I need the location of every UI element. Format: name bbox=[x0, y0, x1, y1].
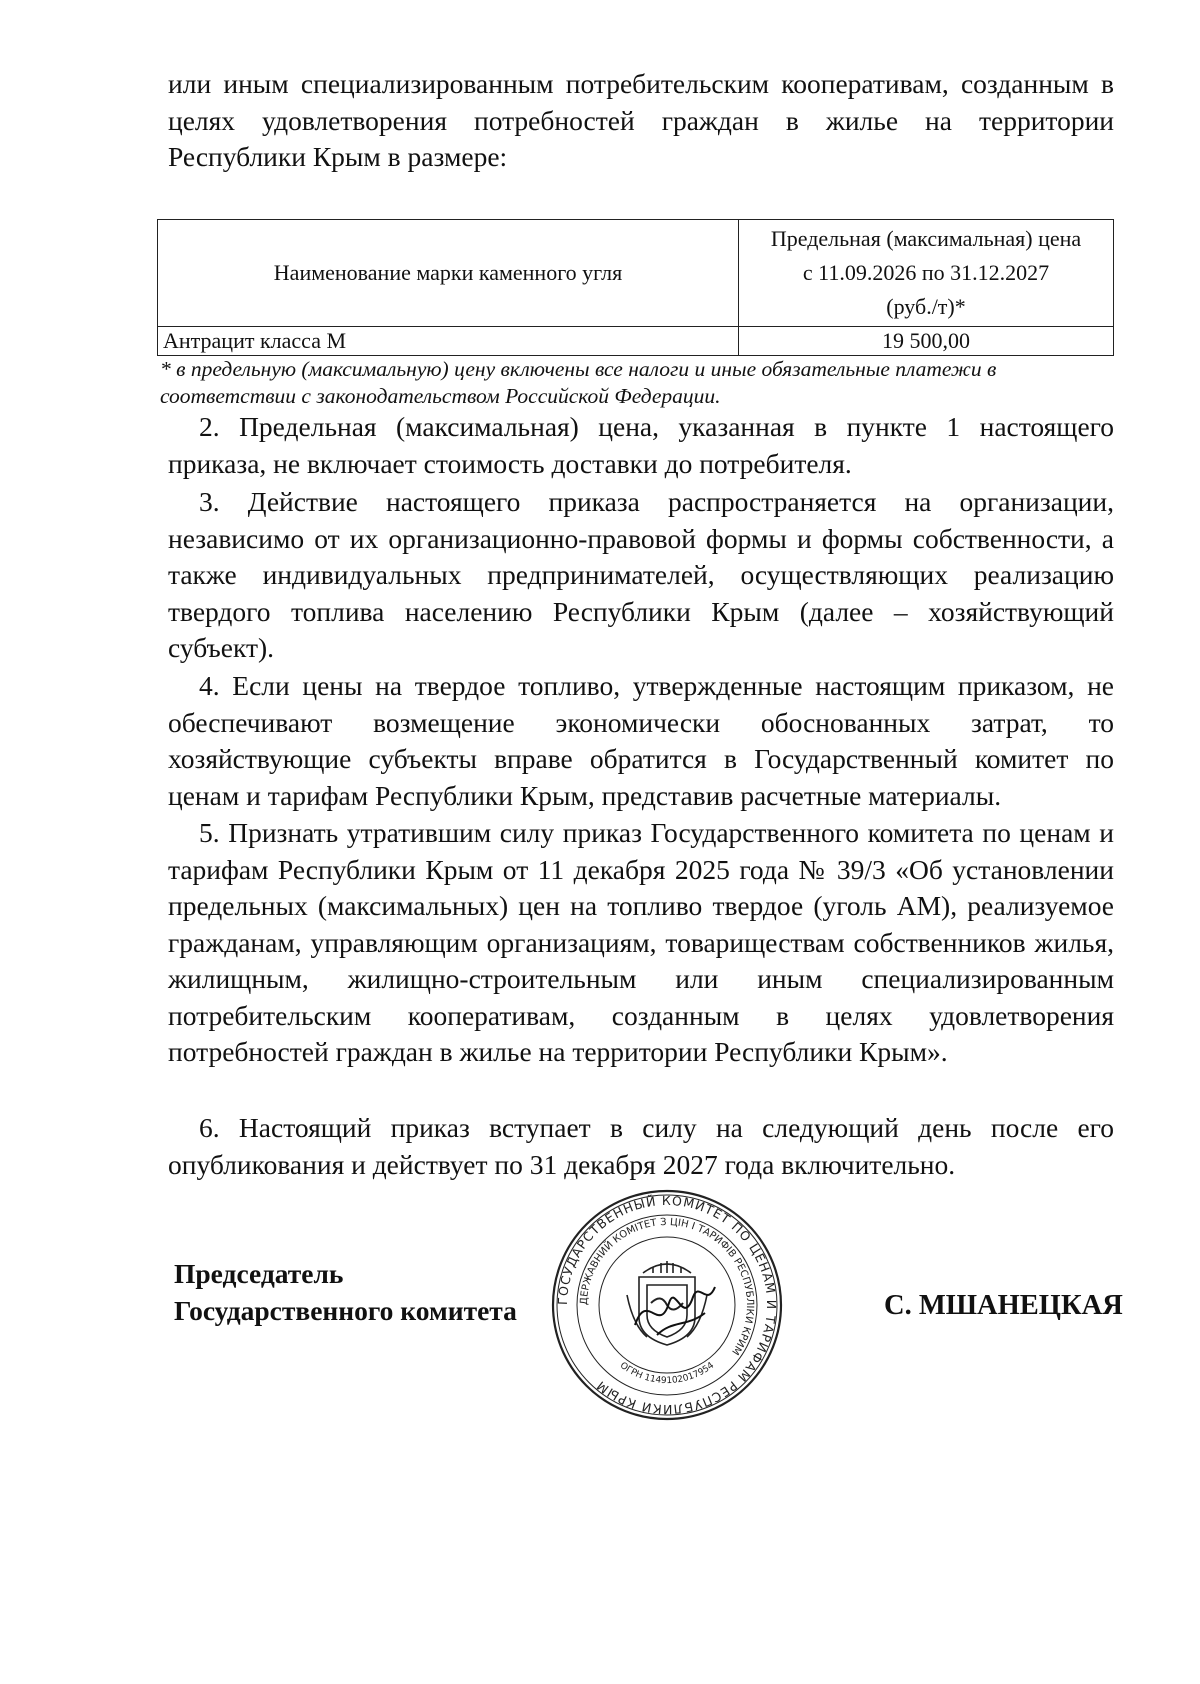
item-6: 6. Настоящий приказ вступает в силу на следующий день после его опубликования и действует по 31 декабря 2027 года включительно. bbox=[168, 1112, 1114, 1180]
signatory-title-line2: Государственного комитета bbox=[174, 1295, 517, 1326]
header-coal-name: Наименование марки каменного угля bbox=[158, 220, 739, 327]
item-3: 3. Действие настоящего приказа распространяется на организации, независимо от их организационно-правовой формы и формы собственности, а также индивидуальных предпринимателей, осуществляющих реализацию твердого топлива населению Республики Крым (далее – хозяйствующий субъект). bbox=[168, 486, 1114, 663]
header-price-line2: с 11.09.2026 по 31.12.2027 bbox=[802, 260, 1050, 285]
stamp-ogrn: ОГРН 1149102017954 bbox=[617, 1360, 717, 1387]
official-seal-stamp bbox=[547, 1185, 787, 1425]
table-row bbox=[158, 327, 1114, 356]
table-header-row bbox=[158, 220, 1114, 327]
item-5: 5. Признать утратившим силу приказ Государственного комитета по ценам и тарифам Республики Крым от 11 декабря 2025 года № 39/3 «Об установлении предельных (максимальных) цен на топливо твердое (уголь АМ), реализуемое гражданам, управляющим организациям, товариществам собственников жилья, жилищным, жилищно-строительным или иным специализированным потребительским кооперативам, созданным в целях удовлетворения потребностей граждан в жилье на территории Республики Крым». bbox=[168, 817, 1114, 1067]
signatory-name: С. МШАНЕЦКАЯ bbox=[884, 1290, 1123, 1321]
crimea-emblem-icon bbox=[627, 1261, 707, 1345]
signatory-title-line1: Председатель bbox=[174, 1258, 344, 1289]
header-price-line1: Предельная (максимальная) цена bbox=[770, 226, 1082, 251]
stamp-inner-text: ДЕРЖАВНИЙ КОМІТЕТ З ЦІН І ТАРИФІВ РЕСПУБЛІКИ КРИМ bbox=[578, 1216, 756, 1357]
header-max-price bbox=[739, 220, 1114, 327]
intro-paragraph: или иным специализированным потребительским кооперативам, созданным в целях удовлетворения потребностей граждан в жилье на территории Республики Крым в размере: bbox=[168, 68, 1114, 172]
coal-price-cell: 19 500,00 bbox=[739, 327, 1114, 356]
table-footnote: * в предельную (максимальную) цену включены все налоги и иные обязательные платежи в соответствии с законодательством Российской Федерации. bbox=[160, 357, 997, 408]
stamp-outer-text: ГОСУДАРСТВЕННЫЙ КОМИТЕТ ПО ЦЕНАМ И ТАРИФАМ РЕСПУБЛИКИ КРЫМ bbox=[554, 1192, 780, 1418]
item-2: 2. Предельная (максимальная) цена, указанная в пункте 1 настоящего приказа, не включает стоимость доставки до потребителя. bbox=[168, 411, 1114, 479]
signatory-title bbox=[174, 1255, 517, 1329]
coal-name-cell: Антрацит класса М bbox=[158, 327, 739, 356]
coal-price-table bbox=[157, 219, 1114, 356]
item-4: 4. Если цены на твердое топливо, утвержденные настоящим приказом, не обеспечивают возмещение экономически обоснованных затрат, то хозяйствующие субъекты вправе обратится в Государственный комитет по ценам и тарифам Республики Крым, представив расчетные материалы. bbox=[168, 670, 1114, 811]
header-price-line3: (руб./т)* bbox=[886, 294, 966, 319]
svg-text:ДЕРЖАВНИЙ КОМІТЕТ З ЦІН І ТАРИ bbox=[579, 1217, 755, 1357]
